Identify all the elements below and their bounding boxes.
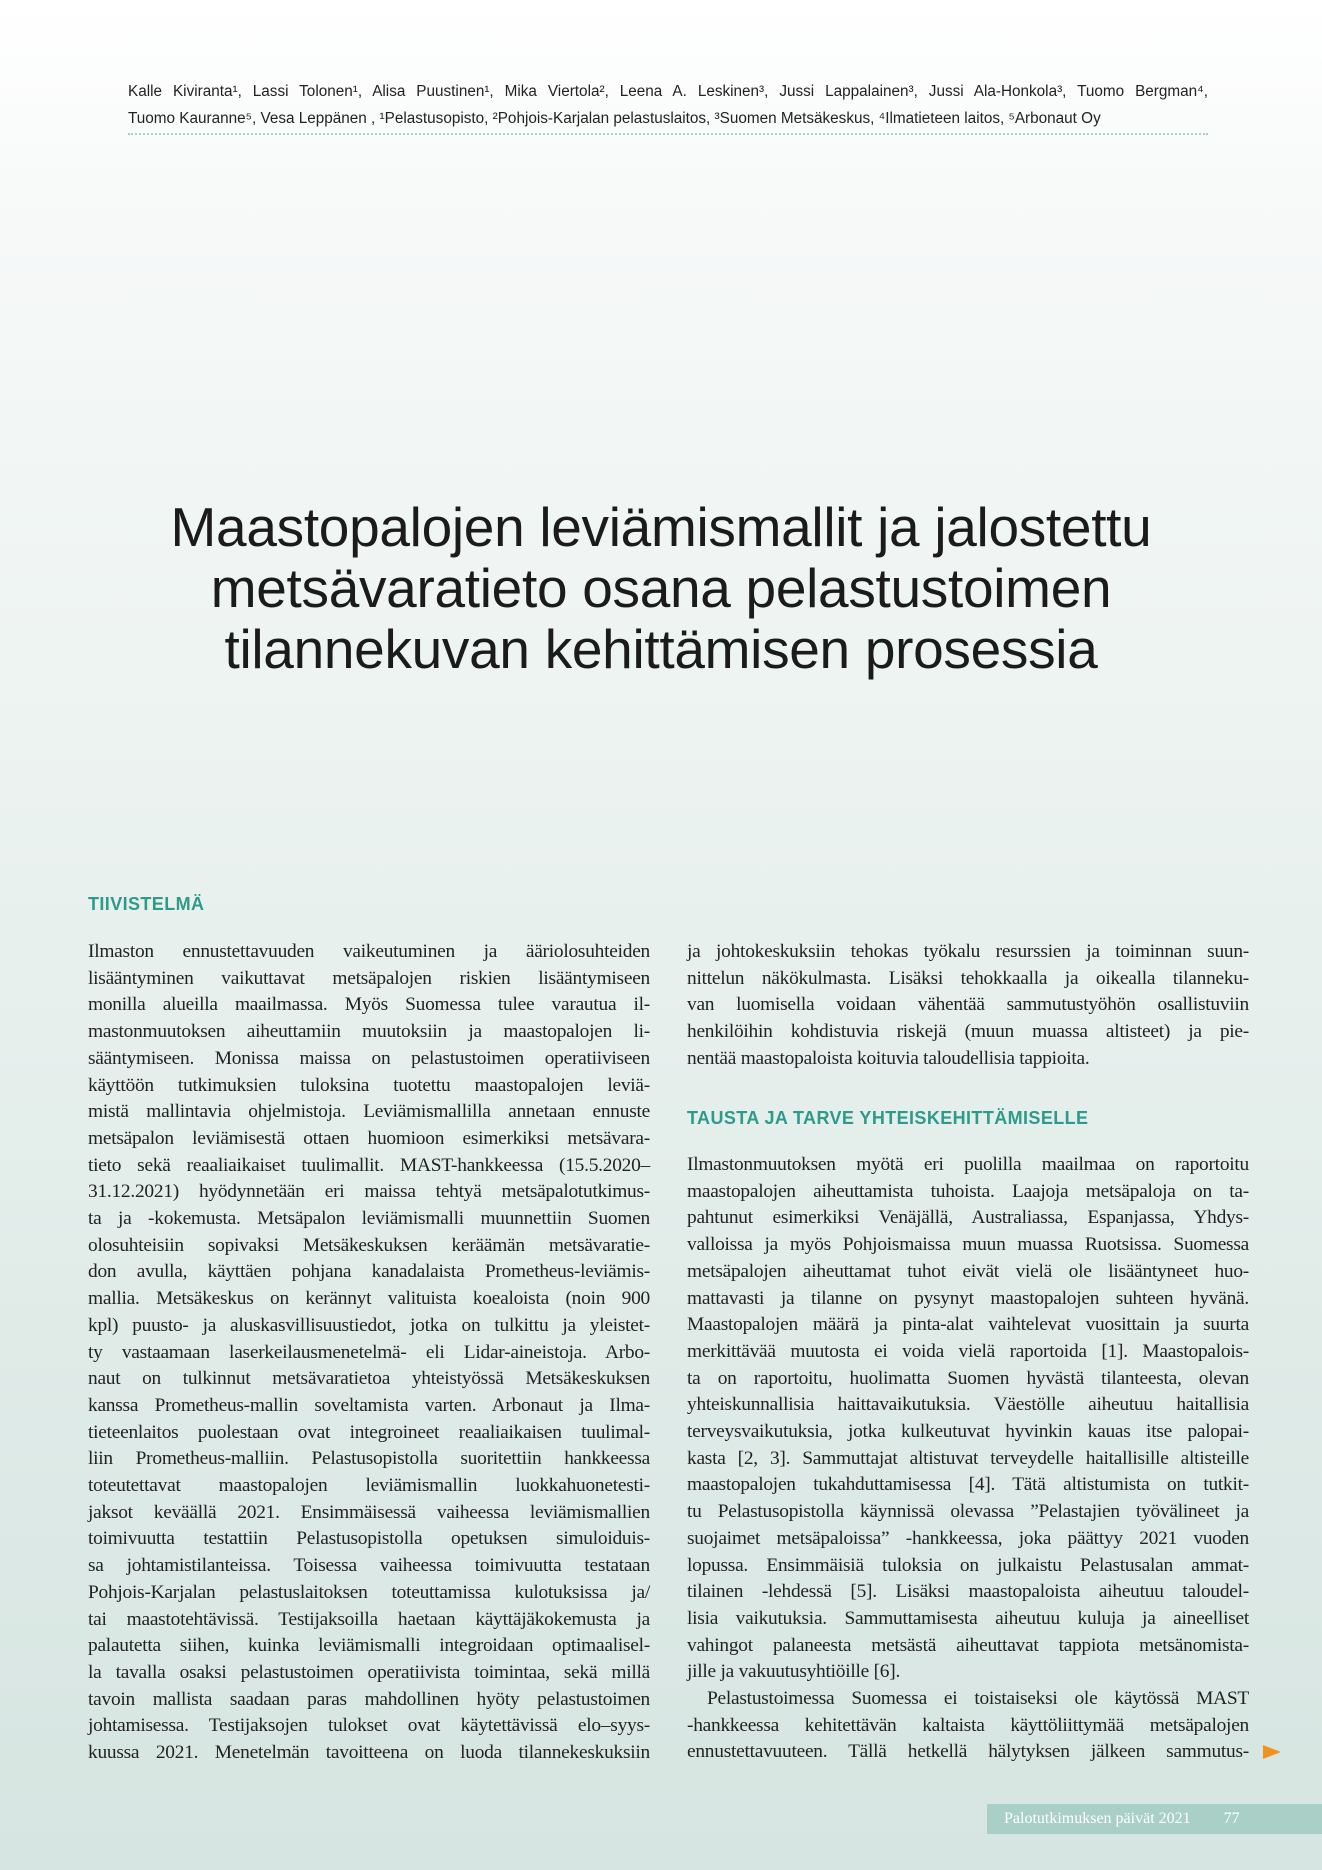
text-line: tilainen -lehdessä [5]. Lisäksi maastopaloista aiheutuu taloudel- xyxy=(687,1581,1249,1603)
text-line: don avulla, käyttäen pohjana kanadalaista Prometheus-leviämis- xyxy=(88,1261,650,1283)
text-line: johtamisessa. Testijaksojen tulokset ovat käytettävissä elo–syys- xyxy=(88,1715,650,1737)
text-line: palautetta siihen, kuinka leviämismalli integroidaan optimaalisel- xyxy=(88,1635,650,1657)
text-line: maastopalojen tukahduttamisessa [4]. Tätä altistumista on tutkit- xyxy=(687,1474,1249,1496)
text-line: tu Pelastusopistolla käynnissä olevassa ”Pelastajien työvälineet ja xyxy=(687,1501,1249,1523)
text-line: sa johtamistilanteissa. Toisessa vaiheessa toimivuutta testataan xyxy=(88,1555,650,1577)
text-line: tavoin mallista saadaan paras mahdollinen hyöty pelastustoimen xyxy=(88,1688,650,1710)
text-line: nentää maastopaloista koituvia taloudellisia tappioita. xyxy=(687,1047,1090,1069)
text-line: nittelun näkökulmasta. Lisäksi tehokkaalla ja oikealla tilanneku- xyxy=(687,967,1249,989)
text-line: ta on raportoitu, huolimatta Suomen hyvästä tilanteesta, olevan xyxy=(687,1367,1249,1389)
title-line: metsävaratieto osana pelastustoimen xyxy=(210,557,1112,619)
text-line: mistä mallintavia ohjelmistoja. Leviämismallilla annetaan ennuste xyxy=(88,1101,650,1123)
text-line: monilla alueilla maailmassa. Myös Suomessa tulee varautua il- xyxy=(88,994,650,1016)
text-line: Ilmaston ennustettavuuden vaikeutuminen ja ääriolosuhteiden xyxy=(88,941,650,962)
abstract-column xyxy=(88,939,650,1767)
text-line: lopussa. Ensimmäisiä tuloksia on julkaistu Pelastusalan ammat- xyxy=(687,1554,1249,1576)
text-line: toteutettavat maastopalojen leviämismallin luokkahuonetesti- xyxy=(88,1475,650,1497)
page-footer xyxy=(987,1804,1322,1834)
abstract-continuation xyxy=(687,939,1249,1073)
abstract-heading: TIIVISTELMÄ xyxy=(88,894,205,914)
text-line: vahingot palaneesta metsästä aiheuttavat tappiota metsänomista- xyxy=(687,1634,1249,1656)
text-line: käyttöön tutkimuksien tuloksina tuotettu maastopalojen leviä- xyxy=(88,1074,650,1096)
text-line: mastonmuutoksen aiheuttamiin muutoksiin ja maastopalojen li- xyxy=(88,1021,650,1043)
author-line-1: Kalle Kiviranta¹, Lassi Tolonen¹, Alisa Puustinen¹, Mika Viertola², Leena A. Leskinen³, Jussi Lappalainen³, Jussi Ala-Honkola³, Tuomo Bergman⁴, xyxy=(128,83,1208,100)
text-line: van luomisella voidaan vähentää sammutustyöhön osallistuviin xyxy=(687,994,1249,1016)
text-line: henkilöihin kohdistuvia riskejä (muun muassa altisteet) ja pie- xyxy=(687,1021,1249,1043)
text-line: tieto sekä reaaliaikaiset tuulimallit. MAST-hankkeessa (15.5.2020– xyxy=(88,1154,650,1176)
text-line: lisia vaikutuksia. Sammuttamisesta aiheutuu kuluja ja aineelliset xyxy=(687,1607,1249,1629)
text-line: jille ja vakuutusyhtiöille [6]. xyxy=(687,1661,901,1683)
text-line: ja johtokeskuksiin tehokas työkalu resurssien ja toiminnan suun- xyxy=(687,941,1249,962)
section-body xyxy=(687,1152,1249,1766)
text-line: lisääntyminen vaikuttavat metsäpalojen riskien lisääntymiseen xyxy=(88,967,650,989)
text-line: suojaimet metsäpaloissa” -hankkeessa, joka päättyy 2021 vuoden xyxy=(687,1527,1249,1549)
text-line: tieteenlaitos puolestaan ovat integroineet reaaliaikaisen tuulimal- xyxy=(88,1421,650,1443)
text-line: sääntymiseen. Monissa maissa on pelastustoimen operatiiviseen xyxy=(88,1047,650,1069)
text-line: merkittävää muutosta ei voida vielä raportoida [1]. Maastopalois- xyxy=(687,1340,1249,1362)
text-line: liin Prometheus-malliin. Pelastusopistolla suoritettiin hankkeessa xyxy=(88,1448,650,1470)
text-line: -hankkeessa kehitettävän kaltaista käyttöliittymää metsäpalojen xyxy=(687,1714,1249,1736)
text-line: 31.12.2021) hyödynnetään eri maissa tehtyä metsäpalotutkimus- xyxy=(88,1181,650,1203)
footer-conference: Palotutkimuksen päivät 2021 xyxy=(1004,1810,1191,1827)
text-line: terveysvaikutuksia, jotka kulkeutuvat hyvinkin kauas itse palopai- xyxy=(687,1421,1249,1443)
text-line: la tavalla osaksi pelastustoimen operatiivista toimintaa, sekä millä xyxy=(88,1661,650,1683)
text-line: ennustettavuuteen. Tällä hetkellä hälytyksen jälkeen sammutus- xyxy=(687,1741,1249,1763)
text-line: olosuhteisiin sopivaksi Metsäkeskuksen keräämän metsävaratie- xyxy=(88,1234,650,1256)
text-line: tai maastotehtävissä. Testijaksoilla haetaan käyttäjäkokemusta ja xyxy=(88,1608,650,1630)
text-line: maastopalojen aiheuttamista tuhoista. Laajoja metsäpaloja on ta- xyxy=(687,1180,1249,1202)
text-line: ta ja -kokemusta. Metsäpalon leviämismalli muunnettiin Suomen xyxy=(88,1208,650,1230)
text-line: Pelastustoimessa Suomessa ei toistaiseksi ole käytössä MAST xyxy=(707,1688,1249,1710)
text-line: Maastopalojen määrä ja pinta-alat vaihtelevat vuosittain ja suurta xyxy=(687,1314,1249,1336)
text-line: naut on tulkinnut metsävaratietoa yhteistyössä Metsäkeskuksen xyxy=(88,1368,650,1390)
article-title xyxy=(80,497,1242,680)
text-line: metsäpalon leviämisestä ottaen huomioon esimerkiksi metsävara- xyxy=(88,1127,650,1149)
text-line: yhteiskunnallisia haittavaikutuksia. Väestölle aiheutuu haitallisia xyxy=(687,1394,1249,1416)
author-line-2: Tuomo Kauranne⁵, Vesa Leppänen , ¹Pelastusopisto, ²Pohjois-Karjalan pelastuslaitos, ³Suomen Metsäkeskus, ⁴Ilmatieteen laitos, ⁵Arbonaut Oy xyxy=(128,110,1101,127)
text-line: jaksot keväällä 2021. Ensimmäisessä vaiheessa leviämismallien xyxy=(88,1501,650,1523)
author-list xyxy=(128,78,1208,135)
text-line: kanssa Prometheus-mallin soveltamista varten. Arbonaut ja Ilma- xyxy=(88,1394,650,1416)
page-number: 77 xyxy=(1223,1810,1240,1827)
text-line: mallia. Metsäkeskus on kerännyt valituista koealoista (noin 900 xyxy=(88,1288,650,1310)
text-line: kuussa 2021. Menetelmän tavoitteena on luoda tilannekeskuksiin xyxy=(88,1742,650,1764)
text-line: metsäpalojen aiheuttamat tuhot eivät vielä ole lisääntyneet huo- xyxy=(687,1260,1249,1282)
continue-arrow-icon xyxy=(1263,1745,1281,1759)
text-line: kpl) puusto- ja aluskasvillisuustiedot, jotka on tulkittu ja yleistet- xyxy=(88,1314,650,1336)
text-line: ty vastaamaan laserkeilausmenetelmä- eli Lidar-aineistoja. Arbo- xyxy=(88,1341,650,1363)
title-line: tilannekuvan kehittämisen prosessia xyxy=(224,618,1098,680)
text-line: kasta [2, 3]. Sammuttajat altistuvat terveydelle haitallisille altisteille xyxy=(687,1447,1249,1469)
title-line: Maastopalojen leviämismallit ja jalostettu xyxy=(170,496,1152,558)
text-line: Pohjois-Karjalan pelastuslaitoksen toteuttamissa kulotuksissa ja/ xyxy=(88,1581,650,1603)
text-line: mattavasti ja tilanne on pysynyt maastopalojen suhteen hyvänä. xyxy=(687,1287,1249,1309)
section-heading: TAUSTA JA TARVE YHTEISKEHITTÄMISELLE xyxy=(687,1108,1089,1128)
text-line: toimivuutta testattiin Pelastusopistolla opetuksen simuloiduis- xyxy=(88,1528,650,1550)
text-line: valloissa ja myös Pohjoismaissa muun muassa Ruotsissa. Suomessa xyxy=(687,1234,1249,1256)
text-line: pahtunut esimerkiksi Venäjällä, Australiassa, Espanjassa, Yhdys- xyxy=(687,1207,1249,1229)
text-line: Ilmastonmuutoksen myötä eri puolilla maailmaa on raportoitu xyxy=(687,1154,1249,1175)
